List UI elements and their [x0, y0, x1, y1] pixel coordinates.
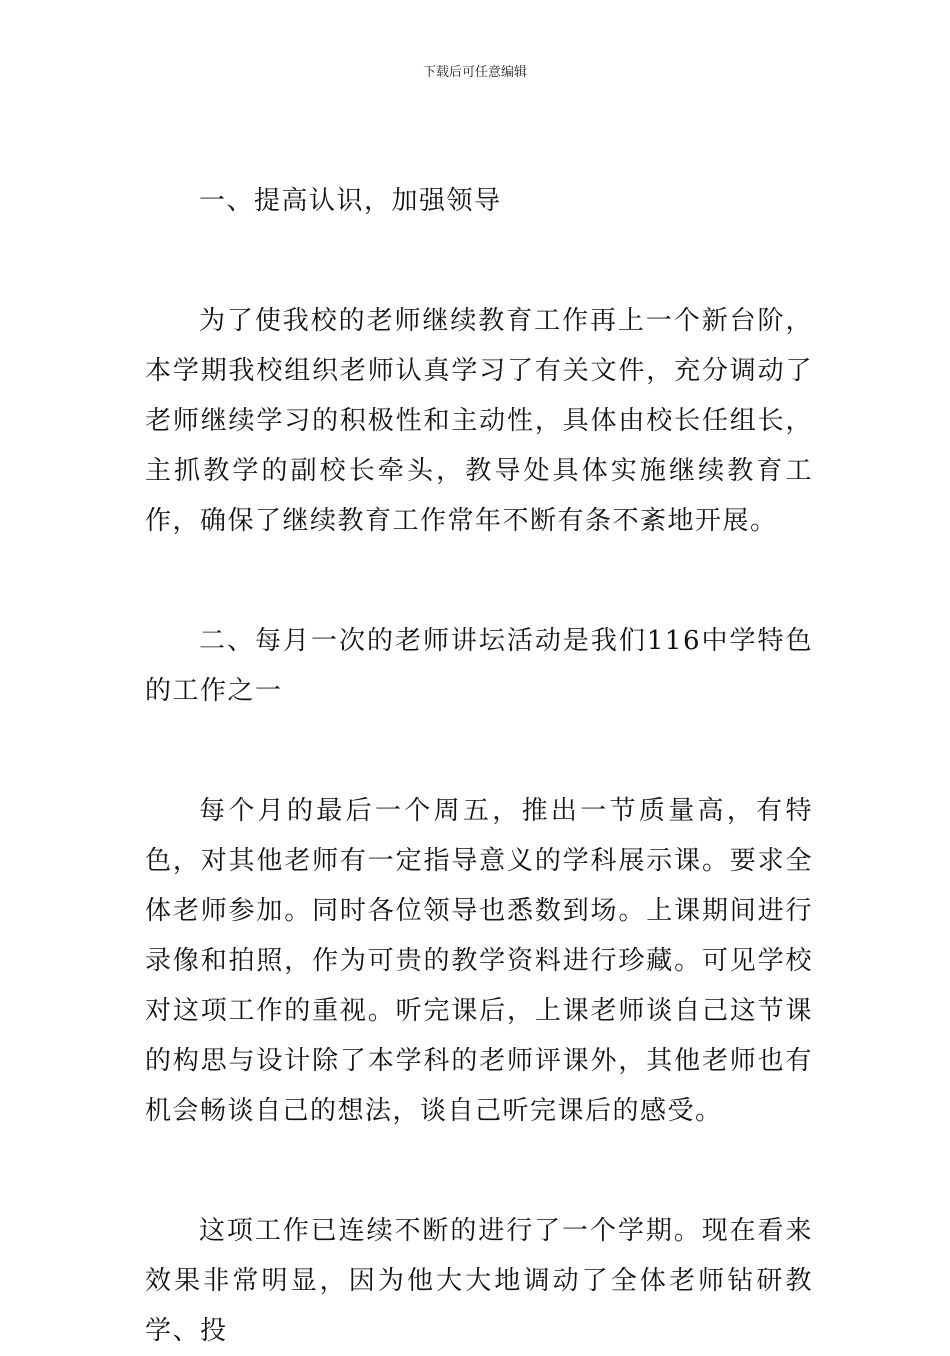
section-paragraph-1: 为了使我校的老师继续教育工作再上一个新台阶，本学期我校组织老师认真学习了有关文件，充分调动了老师继续学习的积极性和主动性，具体由校长任组长，主抓教学的副校长牵头，教导处具体实施继续教育工作，确保了继续教育工作常年不断有条不紊地开展。 [145, 306, 813, 536]
section-paragraph-3: 这项工作已连续不断的进行了一个学期。现在看来效果非常明显，因为他大大地调动了全体老师钻研教学、投 [145, 1216, 813, 1346]
section-heading-1: 一、提高认识，加强领导 [199, 186, 502, 216]
paragraph-gap [145, 1136, 813, 1206]
paragraph-gap [145, 226, 813, 296]
paragraph-gap [145, 546, 813, 616]
document-body [145, 176, 813, 1356]
paragraph-gap [145, 716, 813, 786]
section-paragraph-2: 每个月的最后一个周五，推出一节质量高，有特色，对其他老师有一定指导意义的学科展示课。要求全体老师参加。同时各位领导也悉数到场。上课期间进行录像和拍照，作为可贵的教学资料进行珍藏。可见学校对这项工作的重视。听完课后，上课老师谈自己这节课的构思与设计除了本学科的老师评课外，其他老师也有机会畅谈自己的想法，谈自己听完课后的感受。 [145, 796, 813, 1126]
page-header: 下载后可任意编辑 [422, 65, 527, 80]
section-heading-2: 二、每月一次的老师讲坛活动是我们116中学特色的工作之一 [145, 626, 813, 706]
